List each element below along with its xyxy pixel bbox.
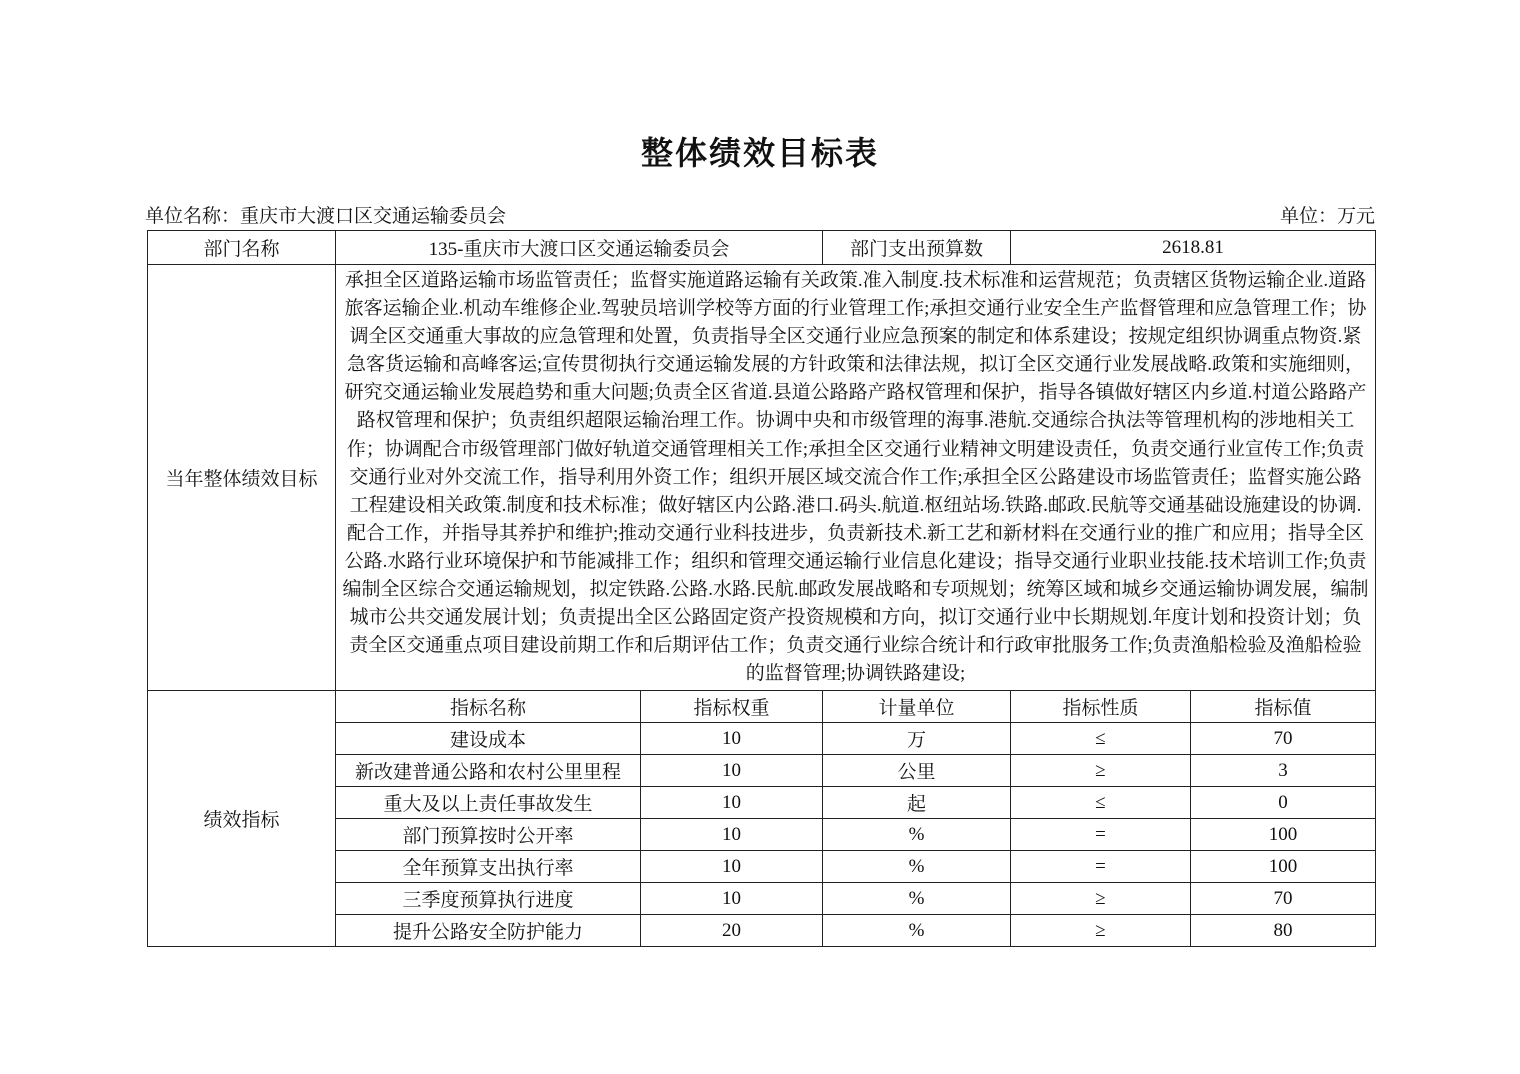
annual-target-text: 承担全区道路运输市场监管责任；监督实施道路运输有关政策.准入制度.技术标准和运营规范；负责辖区货物运输企业.道路旅客运输企业.机动车维修企业.驾驶员培训学校等方面的行业管理工作;承担交通行业安全生产监督管理和应急管理工作；协调全区交通重大事故的应急管理和处置，负责指导全区交通行业应急预案的制定和体系建设；按规定组织协调重点物资.紧急客货运输和高峰客运;宣传贯彻执行交通运输发展的方针政策和法律法规，拟订全区交通行业发展战略.政策和实施细则，研究交通运输业发展趋势和重大问题;负责全区省道.县道公路路产路权管理和保护，指导各镇做好辖区内乡道.村道公路路产路权管理和保护；负责组织超限运输治理工作。协调中央和市级管理的海事.港航.交通综合执法等管理机构的涉地相关工作；协调配合市级管理部门做好轨道交通管理相关工作;承担全区交通行业精神文明建设责任，负责交通行业宣传工作;负责交通行业对外交流工作，指导利用外资工作；组织开展区域交流合作工作;承担全区公路建设市场监管责任；监督实施公路工程建设相关政策.制度和技术标准；做好辖区内公路.港口.码头.航道.枢纽站场.铁路.邮政.民航等交通基础设施建设的协调.配合工作，并指导其养护和维护;推动交通行业科技进步，负责新技术.新工艺和新材料在交通行业的推广和应用；指导全区公路.水路行业环境保护和节能减排工作；组织和管理交通运输行业信息化建设；指导交通行业职业技能.技术培训工作;负责编制全区综合交通运输规划，拟定铁路.公路.水路.民航.邮政发展战略和专项规划；统筹区域和城乡交通运输协调发展，编制城市公共交通发展计划；负责提出全区公路固定资产投资规模和方向，拟订交通行业中长期规划.年度计划和投资计划；负责全区交通重点项目建设前期工作和后期评估工作；负责交通行业综合统计和行政审批服务工作;负责渔船检验及渔船检验的监督管理;协调铁路建设; [336, 265, 1376, 691]
indicator-weight: 20 [641, 915, 823, 947]
indicator-value: 100 [1191, 819, 1376, 851]
indicator-name: 部门预算按时公开率 [336, 819, 641, 851]
indicator-value: 100 [1191, 851, 1376, 883]
indicator-name: 新改建普通公路和农村公里里程 [336, 755, 641, 787]
indicator-weight: 10 [641, 787, 823, 819]
indicator-nature: ≥ [1011, 883, 1191, 915]
indicator-nature: ≥ [1011, 755, 1191, 787]
col-header-weight: 指标权重 [641, 691, 823, 723]
indicator-weight: 10 [641, 755, 823, 787]
meta-line [145, 201, 1375, 229]
indicator-weight: 10 [641, 819, 823, 851]
annual-target-row [148, 265, 1376, 691]
indicator-header-row [148, 691, 1376, 723]
indicator-unit: % [823, 851, 1011, 883]
unit-name-text: 单位名称：重庆市大渡口区交通运输委员会 [145, 206, 507, 227]
page-title: 整体绩效目标表 [640, 135, 879, 171]
indicator-name: 三季度预算执行进度 [336, 883, 641, 915]
indicator-unit: % [823, 915, 1011, 947]
indicator-value: 3 [1191, 755, 1376, 787]
col-header-value: 指标值 [1191, 691, 1376, 723]
indicators-section-label: 绩效指标 [148, 691, 336, 947]
annual-target-label: 当年整体绩效目标 [148, 265, 336, 691]
col-header-nature: 指标性质 [1011, 691, 1191, 723]
col-header-name: 指标名称 [336, 691, 641, 723]
indicator-unit: 公里 [823, 755, 1011, 787]
indicator-value: 0 [1191, 787, 1376, 819]
indicator-name: 重大及以上责任事故发生 [336, 787, 641, 819]
department-budget-label: 部门支出预算数 [823, 231, 1011, 265]
currency-unit-text: 单位：万元 [1279, 206, 1375, 227]
indicator-weight: 10 [641, 851, 823, 883]
indicator-value: 80 [1191, 915, 1376, 947]
indicator-weight: 10 [641, 883, 823, 915]
department-budget-value: 2618.81 [1011, 231, 1376, 265]
indicator-unit: 万 [823, 723, 1011, 755]
col-header-unit: 计量单位 [823, 691, 1011, 723]
indicator-nature: = [1011, 819, 1191, 851]
indicator-name: 建设成本 [336, 723, 641, 755]
indicator-value: 70 [1191, 883, 1376, 915]
indicator-unit: % [823, 819, 1011, 851]
department-name-label: 部门名称 [148, 231, 336, 265]
indicator-nature: ≤ [1011, 723, 1191, 755]
performance-target-table [147, 230, 1376, 947]
indicator-nature: = [1011, 851, 1191, 883]
indicator-nature: ≤ [1011, 787, 1191, 819]
indicator-weight: 10 [641, 723, 823, 755]
indicator-unit: % [823, 883, 1011, 915]
indicator-value: 70 [1191, 723, 1376, 755]
indicator-name: 全年预算支出执行率 [336, 851, 641, 883]
indicator-name: 提升公路安全防护能力 [336, 915, 641, 947]
indicator-unit: 起 [823, 787, 1011, 819]
indicator-nature: ≥ [1011, 915, 1191, 947]
department-name-value: 135-重庆市大渡口区交通运输委员会 [336, 231, 823, 265]
department-row [148, 231, 1376, 265]
